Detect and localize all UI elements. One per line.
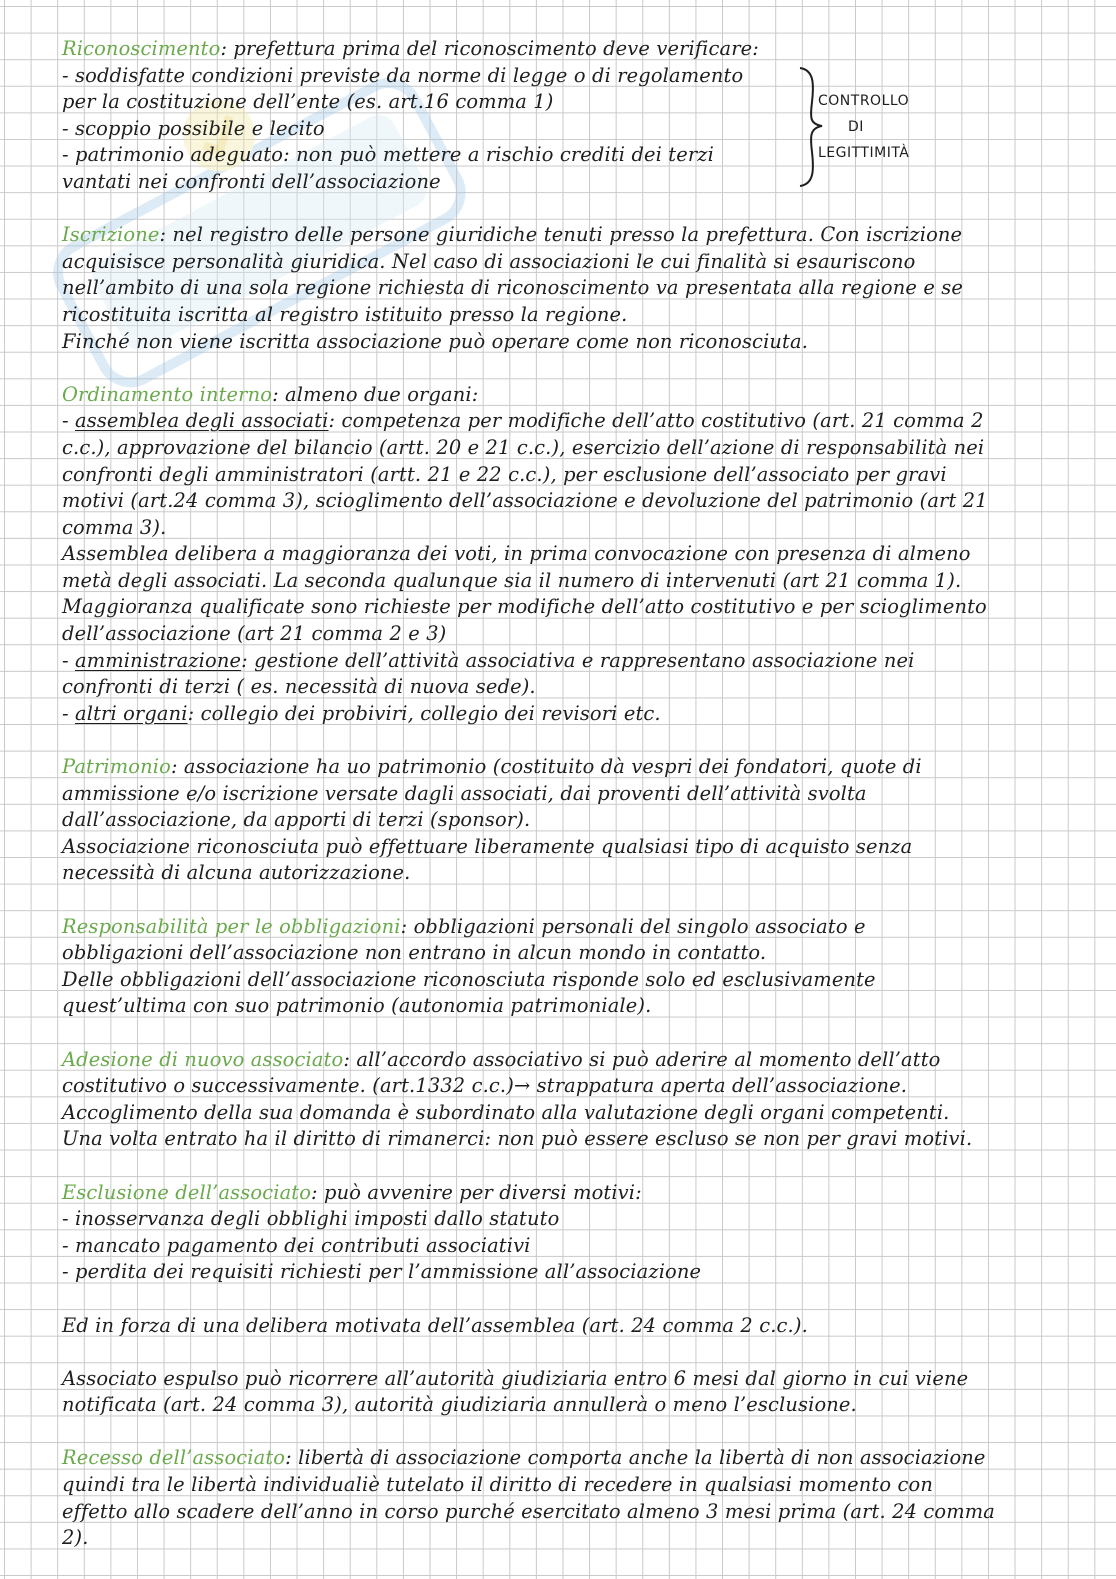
text-line: - mancato pagamento dei contributi associativi xyxy=(62,1233,531,1257)
text-line: Associato espulso può ricorrere all’autorità giudiziaria entro 6 mesi dal giorno in cui viene xyxy=(62,1366,969,1390)
text: : almeno due organi: xyxy=(272,382,479,406)
section-adesione xyxy=(62,1047,1062,1153)
section-heading: Riconoscimento xyxy=(62,37,221,60)
text-line: motivi (art.24 comma 3), scioglimento dell’associazione e devoluzione del patrimonio (art 21 xyxy=(62,489,988,513)
text-line: ricostituita iscritta al registro istituito presso la regione. xyxy=(62,302,628,326)
section-heading: Esclusione dell’associato xyxy=(62,1180,312,1204)
text-line: quest’ultima con suo patrimonio (autonomia patrimoniale). xyxy=(62,994,652,1018)
text: : può avvenire per diversi motivi: xyxy=(311,1180,642,1204)
text-line: Accoglimento della sua domanda è subordinato alla valutazione degli organi competenti. xyxy=(62,1100,950,1124)
text-line: dall’associazione, da apporti di terzi (sponsor). xyxy=(62,808,531,832)
text-line: - soddisfatte condizioni previste da norme di legge o di regolamento xyxy=(62,63,744,87)
text-line: - inosservanza degli obblighi imposti dallo statuto xyxy=(62,1207,560,1231)
text-line: - perdita dei requisiti richiesti per l’ammissione all’associazione xyxy=(62,1260,702,1284)
text-line: Assemblea delibera a maggioranza dei voti, in prima convocazione con presenza di almeno xyxy=(62,542,971,566)
text: : competenza per modifiche dell’atto costitutivo (art. 21 comma 2 xyxy=(328,409,984,433)
text: : obbligazioni personali del singolo associato e xyxy=(400,914,866,938)
section-iscrizione xyxy=(62,222,1062,355)
text-line: per la costituzione dell’ente (es. art.16 comma 1) xyxy=(62,90,554,114)
section-heading: Responsabilità per le obbligazioni xyxy=(62,914,401,938)
section-heading: Adesione di nuovo associato xyxy=(62,1047,344,1071)
section-responsabilita xyxy=(62,914,1062,1020)
text-line: Delle obbligazioni dell’associazione riconosciuta risponde solo ed esclusivamente xyxy=(62,967,876,991)
brace-note-line: DI xyxy=(848,119,864,135)
text-line: dell’associazione (art 21 comma 2 e 3) xyxy=(62,622,447,646)
text-line: nell’ambito di una sola regione richiesta di riconoscimento va presentata alla regione e se xyxy=(62,276,963,300)
text-line: obbligazioni dell’associazione non entrano in alcun mondo in contatto. xyxy=(62,941,767,965)
brace-note-line: LEGITTIMITÀ xyxy=(818,145,910,161)
underlined-term: amministrazione xyxy=(75,648,242,672)
text-line: - patrimonio adeguato: non può mettere a rischio crediti dei terzi xyxy=(62,143,715,167)
section-heading: Recesso dell’associato xyxy=(62,1446,286,1470)
text-line: metà degli associati. La seconda qualunque sia il numero di intervenuti (art 21 comma 1). xyxy=(62,568,962,592)
section-patrimonio xyxy=(62,754,1062,887)
text: : libertà di associazione comporta anche la libertà di non associazione xyxy=(285,1446,986,1470)
text-line: confronti di terzi ( es. necessità di nuova sede). xyxy=(62,675,536,699)
text-line: vantati nei confronti dell’associazione xyxy=(62,169,441,193)
section-heading: Patrimonio xyxy=(62,755,171,779)
text-line: effetto allo scadere dell’anno in corso purché esercitato almeno 3 mesi prima (art. 24 comma xyxy=(62,1499,995,1523)
text: - xyxy=(62,648,76,672)
text-line: acquisisce personalità giuridica. Nel caso di associazioni le cui finalità si esauriscono xyxy=(62,249,916,273)
text: - xyxy=(62,409,76,433)
text-line: c.c.), approvazione del bilancio (artt. 20 e 21 c.c.), esercizio dell’azione di responsabilità nei xyxy=(62,435,985,459)
text-line: Una volta entrato ha il diritto di rimanerci: non può essere escluso se non per gravi motivi. xyxy=(62,1127,973,1151)
text-line: costitutivo o successivamente. (art.1332 c.c.)→ strappatura aperta dell’associazione. xyxy=(62,1074,908,1098)
section-delibera xyxy=(62,1313,1062,1340)
text-line: necessità di alcuna autorizzazione. xyxy=(62,861,411,885)
text: : collegio dei probiviri, collegio dei revisori etc. xyxy=(187,701,661,725)
section-ricorso xyxy=(62,1366,1062,1419)
text: - xyxy=(62,701,76,725)
text-line: - scoppio possibile e lecito xyxy=(62,116,325,140)
section-recesso xyxy=(62,1445,1062,1551)
text-line: Associazione riconosciuta può effettuare liberamente qualsiasi tipo di acquisto senza xyxy=(62,834,913,858)
text: : gestione dell’attività associativa e rappresentano associazione nei xyxy=(241,648,915,672)
section-heading: Ordinamento interno xyxy=(62,382,273,406)
text-line: notificata (art. 24 comma 3), autorità giudiziaria annullerà o meno l’esclusione. xyxy=(62,1393,857,1417)
section-esclusione xyxy=(62,1180,1062,1286)
text-line: 2). xyxy=(62,1526,89,1550)
text-line: confronti degli amministratori (artt. 21 e 22 c.c.), per esclusione dell’associato per gravi xyxy=(62,462,947,486)
text: : prefettura prima del riconoscimento deve verificare: xyxy=(220,37,759,60)
underlined-term: assemblea degli associati xyxy=(75,409,329,433)
underlined-term: altri organi xyxy=(75,701,188,725)
brace-note-line: CONTROLLO xyxy=(818,93,910,109)
text: : all’accordo associativo si può aderire al momento dell’atto xyxy=(343,1047,941,1071)
section-riconoscimento xyxy=(62,36,1062,196)
text-line: Finché non viene iscritta associazione può operare come non riconosciuta. xyxy=(62,329,809,353)
section-heading: Iscrizione xyxy=(62,223,160,247)
text-line: ammissione e/o iscrizione versate dagli associati, dai proventi dell’attività svolta xyxy=(62,781,867,805)
text: : associazione ha uo patrimonio (costituito dà vespri dei fondatori, quote di xyxy=(170,755,922,779)
text-line: Ed in forza di una delibera motivata dell’assemblea (art. 24 comma 2 c.c.). xyxy=(62,1313,808,1337)
text: : nel registro delle persone giuridiche tenuti presso la prefettura. Con iscrizione xyxy=(159,223,963,247)
notes-body xyxy=(62,36,1062,1578)
section-ordinamento-interno xyxy=(62,382,1062,728)
text-line: quindi tra le libertà individualiè tutelato il diritto di recedere in qualsiasi momento con xyxy=(62,1473,933,1497)
text-line: comma 3). xyxy=(62,515,167,539)
text-line: Maggioranza qualificate sono richieste per modifiche dell’atto costitutivo e per scioglimento xyxy=(62,595,987,619)
